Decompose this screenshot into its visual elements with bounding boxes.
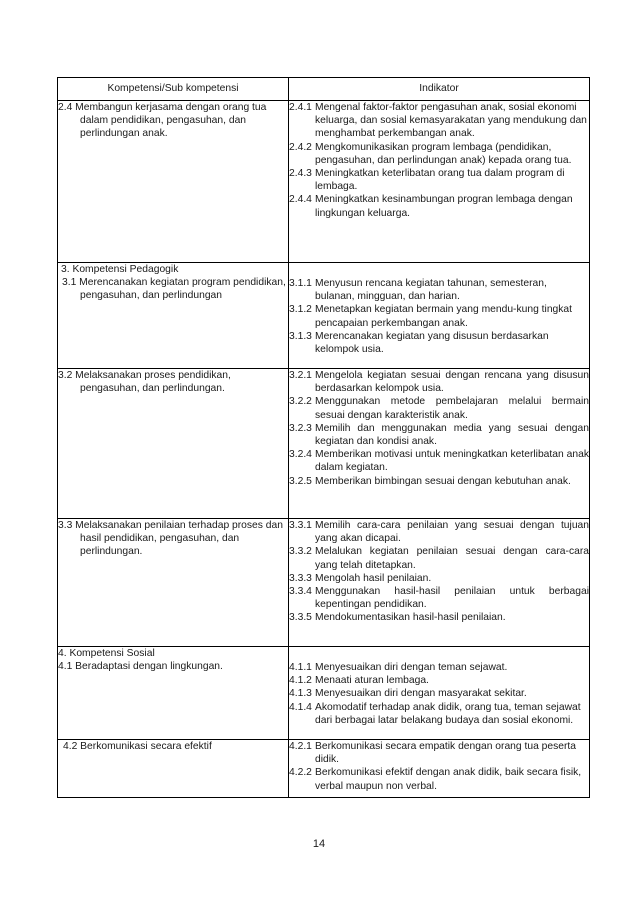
- indicator-number: 3.1.3: [289, 330, 312, 342]
- indicator-number: 3.3.5: [289, 612, 312, 624]
- indicator-text: Mendokumentasikan hasil-hasil penilaian.: [315, 612, 506, 624]
- indicator-text: Mengolah hasil penilaian.: [315, 572, 432, 584]
- indicator-item: [289, 303, 589, 329]
- indicator-cell: [289, 647, 590, 740]
- indicator-text: Melalukan kegiatan penilaian sesuai dengan cara-cara yang telah ditetapkan.: [315, 546, 589, 571]
- indicator-item: [289, 572, 589, 585]
- table-row: [58, 647, 590, 740]
- indicator-item: [289, 330, 589, 356]
- indicator-number: 3.3.2: [289, 546, 312, 558]
- indicator-item: [289, 701, 589, 727]
- indicator-text: Merencanakan kegiatan yang disusun berdasarkan kelompok usia.: [315, 330, 549, 356]
- indicator-item: [289, 167, 589, 193]
- indicator-text: Meningkatkan keterlibatan orang tua dalam program di lembaga.: [315, 168, 565, 193]
- indicator-text: Menyesuaikan diri dengan masyarakat sekitar.: [315, 688, 527, 700]
- indicator-text: Memilih cara-cara penilaian yang sesuai dengan tujuan yang akan dicapai.: [315, 520, 589, 545]
- competency-cell: [58, 647, 289, 740]
- header-indicator: Indikator: [289, 78, 590, 101]
- competency-cell: [58, 263, 289, 369]
- indicator-item: [289, 475, 589, 488]
- competency-title: 3. Kompetensi Pedagogik: [61, 264, 179, 275]
- indicator-number: 2.4.3: [289, 168, 312, 180]
- indicator-text: Berkomunikasi efektif dengan anak didik, baik secara fisik, verbal maupun non verbal.: [315, 767, 582, 792]
- table-row: [58, 519, 590, 647]
- header-competency: Kompetensi/Sub kompetensi: [58, 78, 289, 101]
- indicator-number: 3.3.4: [289, 586, 312, 598]
- indicator-text: Mengkomunikasikan program lembaga (pendidikan, pengasuhan, dan perlindungan anak) kepada orang tua.: [315, 141, 572, 166]
- indicator-number: 4.1.1: [289, 662, 312, 673]
- indicator-item: [289, 193, 589, 219]
- indicator-text: Menggunakan metode pembelajaran melalui bermain sesuai dengan karakteristik anak.: [315, 396, 589, 421]
- table-row: [58, 740, 590, 798]
- indicator-number: 4.1.3: [289, 688, 312, 700]
- sub-competency: 4.2 Berkomunikasi secara efektif: [63, 741, 212, 752]
- competency-cell: [58, 101, 289, 263]
- competency-title: 4. Kompetensi Sosial: [58, 648, 155, 659]
- indicator-number: 3.1.1: [289, 278, 312, 289]
- competency-cell: [58, 740, 289, 798]
- indicator-number: 3.2.2: [289, 396, 312, 408]
- competency-cell: [58, 519, 289, 647]
- indicator-text: Menyesuaikan diri dengan teman sejawat.: [315, 662, 508, 673]
- indicator-text: Memberikan motivasi untuk meningkatkan keterlibatan anak dalam kegiatan.: [315, 449, 589, 474]
- indicator-number: 2.4.1: [289, 102, 312, 113]
- indicator-text: Meningkatkan kesinambungan progran lembaga dengan lingkungan keluarga.: [315, 194, 573, 219]
- indicator-text: Akomodatif terhadap anak didik, orang tua, teman sejawat dari berbagai latar belakang budaya dan sosial ekonomi.: [315, 701, 581, 726]
- indicator-item: [289, 766, 589, 792]
- indicator-cell: [289, 740, 590, 798]
- indicator-number: 3.3.1: [289, 520, 312, 531]
- table-header-row: [58, 78, 590, 101]
- indicator-cell: [289, 263, 590, 369]
- indicator-cell: [289, 369, 590, 519]
- indicator-text: Mengenal faktor-faktor pengasuhan anak, sosial ekonomi keluarga, dan sosial kemasyarakatan yang mendukung dan menghambat perkembangan anak.: [315, 102, 587, 140]
- indicator-item: [289, 519, 589, 545]
- indicator-text: Memberikan bimbingan sesuai dengan kebutuhan anak.: [315, 475, 571, 487]
- indicator-item: [289, 141, 589, 167]
- indicator-number: 3.2.5: [289, 475, 312, 487]
- indicator-text: Memilih dan menggunakan media yang sesuai dengan kegiatan dan kondisi anak.: [315, 422, 589, 448]
- indicator-number: 4.2.2: [289, 767, 312, 779]
- indicator-number: 3.3.3: [289, 572, 312, 584]
- indicator-cell: [289, 101, 590, 263]
- indicator-text: Menggunakan hasil-hasil penilaian untuk berbagai kepentingan pendidikan.: [315, 586, 589, 611]
- sub-competency: 2.4 Membangun kerjasama dengan orang tua dalam pendidikan, pengasuhan, dan perlindungan anak.: [58, 102, 267, 140]
- sub-competency: 3.3 Melaksanakan penilaian terhadap proses dan hasil pendidikan, pengasuhan, dan perlindungan.: [58, 520, 283, 558]
- indicator-item: [289, 395, 589, 421]
- competency-cell: [58, 369, 289, 519]
- indicator-number: 4.1.4: [289, 701, 312, 713]
- indicator-item: [289, 740, 589, 766]
- indicator-number: 3.2.4: [289, 449, 312, 461]
- indicator-item: [289, 674, 589, 687]
- indicator-number: 3.2.1: [289, 370, 312, 381]
- competency-table: [57, 77, 590, 798]
- indicator-item: [289, 369, 589, 395]
- indicator-number: 2.4.4: [289, 194, 312, 206]
- indicator-number: 4.1.2: [289, 675, 312, 687]
- indicator-item: [289, 422, 589, 448]
- indicator-text: Berkomunikasi secara empatik dengan orang tua peserta didik.: [315, 741, 577, 766]
- indicator-text: Menyusun rencana kegiatan tahunan, semesteran, bulanan, mingguan, dan harian.: [315, 278, 547, 303]
- page-number: 14: [312, 838, 326, 850]
- indicator-number: 2.4.2: [289, 141, 312, 153]
- indicator-text: Menaati aturan lembaga.: [315, 675, 429, 687]
- indicator-item: [289, 277, 589, 303]
- table-row: [58, 101, 590, 263]
- indicator-number: 4.2.1: [289, 741, 312, 752]
- indicator-item: [289, 585, 589, 611]
- indicator-cell: [289, 519, 590, 647]
- indicator-number: 3.1.2: [289, 304, 312, 316]
- sub-competency: 3.1 Merencanakan kegiatan program pendidikan, pengasuhan, dan perlindungan: [62, 277, 286, 302]
- indicator-item: [289, 611, 589, 624]
- indicator-text: Menetapkan kegiatan bermain yang mendu-kung tingkat pencapaian perkembangan anak.: [315, 304, 573, 329]
- table-row: [58, 369, 590, 519]
- indicator-text: Mengelola kegiatan sesuai dengan rencana yang disusun berdasarkan kelompok usia.: [315, 370, 589, 395]
- sub-competency: 4.1 Beradaptasi dengan lingkungan.: [58, 661, 223, 673]
- indicator-item: [289, 101, 589, 141]
- indicator-number: 3.2.3: [289, 422, 312, 434]
- indicator-item: [289, 687, 589, 700]
- indicator-item: [289, 545, 589, 571]
- sub-competency: 3.2 Melaksanakan proses pendidikan, pengasuhan, dan perlindungan.: [58, 370, 231, 395]
- indicator-item: [289, 661, 589, 674]
- indicator-item: [289, 448, 589, 474]
- table-row: [58, 263, 590, 369]
